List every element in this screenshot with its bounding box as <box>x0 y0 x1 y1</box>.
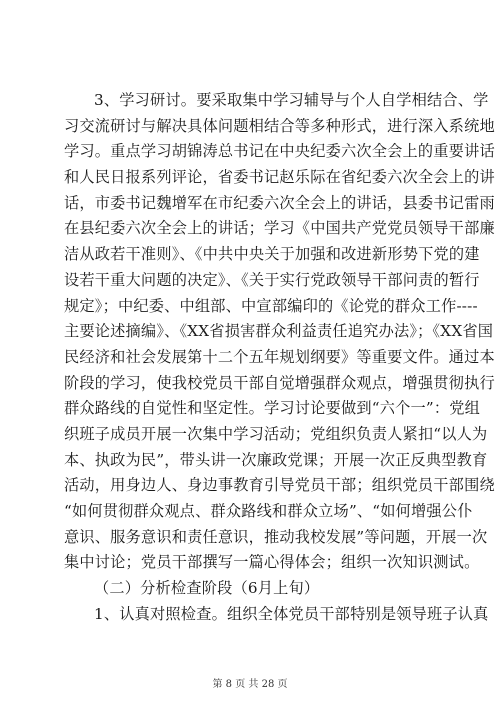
paragraph-line: 规定》；中纪委、中组部、中宣部编印的《论党的群众工作---- <box>64 296 478 315</box>
document-body <box>64 88 495 627</box>
paragraph-line: 本、执政为民”，带头讲一次廉政党课；开展一次正反典型教育 <box>64 450 488 469</box>
paragraph-line: 群众路线的自觉性和坚定性。学习讨论要做到“六个一”：党组 <box>64 399 481 418</box>
paragraph-line: 主要论述摘编》、《XX省损害群众利益责任追究办法》；《XX省国 <box>64 322 494 341</box>
paragraph-line: 集中讨论；党员干部撰写一篇心得体会；组织一次知识测试。 <box>64 553 480 572</box>
paragraph-line: 习交流研讨与解决具体问题相结合等多种形式，进行深入系统地 <box>64 116 495 135</box>
paragraph-line: 话，市委书记魏增军在市纪委六次全会上的讲话，县委书记雷雨 <box>64 193 495 212</box>
paragraph-line: 民经济和社会发展第十二个五年规划纲要》等重要文件。通过本 <box>64 347 495 366</box>
paragraph-line: “如何贯彻群众观点、群众路线和群众立场”、“如何增强公仆 <box>64 502 473 520</box>
page-footer: 第 8 页 共 28 页 <box>212 679 288 690</box>
paragraph-line: 学习。重点学习胡锦涛总书记在中央纪委六次全会上的重要讲话 <box>64 142 495 161</box>
paragraph-line: 在县纪委六次全会上的讲话；学习《中国共产党党员领导干部廉 <box>64 219 495 238</box>
paragraph-line: 活动，用身边人、身边事教育引导党员干部；组织党员干部围绕 <box>64 476 495 495</box>
paragraph-line: 意识、服务意识和责任意识，推动我校发展”等问题，开展一次 <box>64 527 488 546</box>
paragraph-line: 洁从政若干准则》、《中共中央关于加强和改进新形势下党的建 <box>64 245 480 264</box>
paragraph-line: 和人民日报系列评论，省委书记赵乐际在省纪委六次全会上的讲 <box>64 168 495 187</box>
paragraph-line: 阶段的学习，使我校党员干部自觉增强群众观点，增强贯彻执行 <box>64 373 495 392</box>
paragraph-line: 3、学习研讨。要采取集中学习辅导与个人自学相结合、学 <box>94 91 489 109</box>
paragraph-line: 1、认真对照检查。组织全体党员干部特别是领导班子认真 <box>94 604 489 623</box>
paragraph-line: 设若干重大问题的决定》、《关于实行党政领导干部问责的暂行 <box>64 270 480 289</box>
paragraph-line: 织班子成员开展一次集中学习活动；党组织负责人紧扣“以人为 <box>64 424 488 443</box>
section-heading: （二）分析检查阶段（6月上旬） <box>94 579 320 598</box>
